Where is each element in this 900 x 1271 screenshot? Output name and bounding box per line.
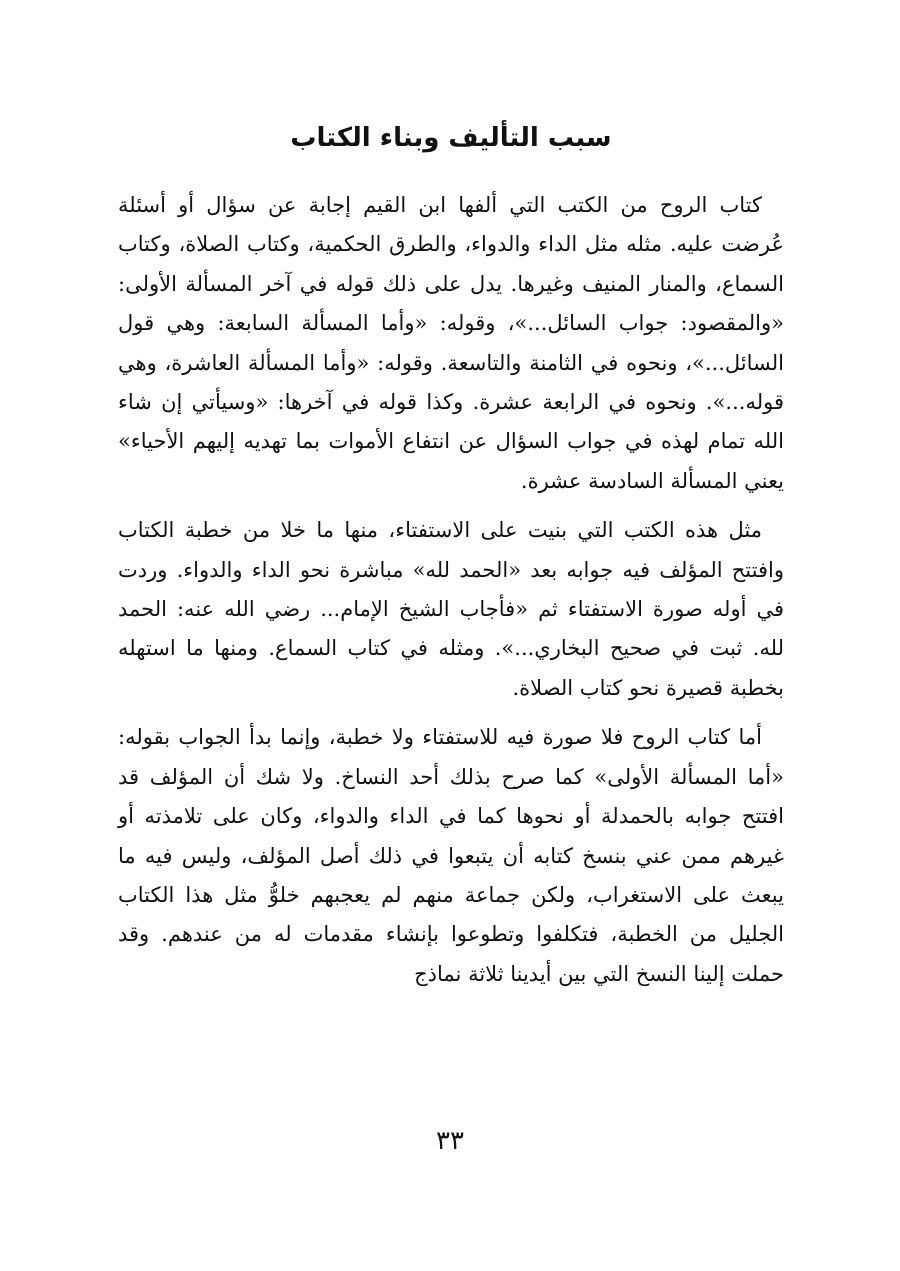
page-number: ٣٣: [436, 1126, 464, 1156]
paragraph-2: مثل هذه الكتب التي بنيت على الاستفتاء، منها ما خلا من خطبة الكتاب وافتتح المؤلف فيه جوابه بعد «الحمد لله» مباشرة نحو الداء والدواء. وردت في أوله صورة الاستفتاء ثم «فأجاب الشيخ الإمام... رضي الله عنه: الحمد لله. ثبت في صحيح البخاري...». ومثله في كتاب السماع. ومنها ما استهله بخطبة قصيرة نحو كتاب الصلاة.: [118, 518, 784, 700]
page-body: [118, 118, 784, 1158]
paragraph-1: كتاب الروح من الكتب التي ألفها ابن القيم إجابة عن سؤال أو أسئلة عُرضت عليه. مثله مثل الداء والدواء، والطرق الحكمية، وكتاب الصلاة، وكتاب السماع، والمنار المنيف وغيرها. يدل على ذلك قوله في آخر المسألة الأولى: «والمقصود: جواب السائل...»، وقوله: «وأما المسألة السابعة: وهي قول السائل...»، ونحوه في الثامنة والتاسعة. وقوله: «وأما المسألة العاشرة، وهي قوله...». ونحوه في الرابعة عشرة. وكذا قوله في آخرها: «وسيأتي إن شاء الله تمام لهذه في جواب السؤال عن انتفاع الأموات بما تهديه إليهم الأحياء» يعني المسألة السادسة عشرة.: [118, 193, 784, 493]
section-heading: سبب التأليف وبناء الكتاب: [290, 123, 612, 153]
paragraph-3: أما كتاب الروح فلا صورة فيه للاستفتاء ولا خطبة، وإنما بدأ الجواب بقوله: «أما المسألة الأولى» كما صرح بذلك أحد النساخ. ولا شك أن المؤلف قد افتتح جوابه بالحمدلة أو نحوها كما في الداء والدواء، وكان على تلامذته أو غيرهم ممن عني بنسخ كتابه أن يتبعوا في ذلك أصل المؤلف، وليس فيه ما يبعث على الاستغراب، ولكن جماعة منهم لم يعجبهم خلوُّ مثل هذا الكتاب الجليل من الخطبة، فتكلفوا وتطوعوا بإنشاء مقدمات له من عندهم. وقد حملت إلينا النسخ التي بين أيدينا ثلاثة نماذج: [118, 725, 784, 986]
